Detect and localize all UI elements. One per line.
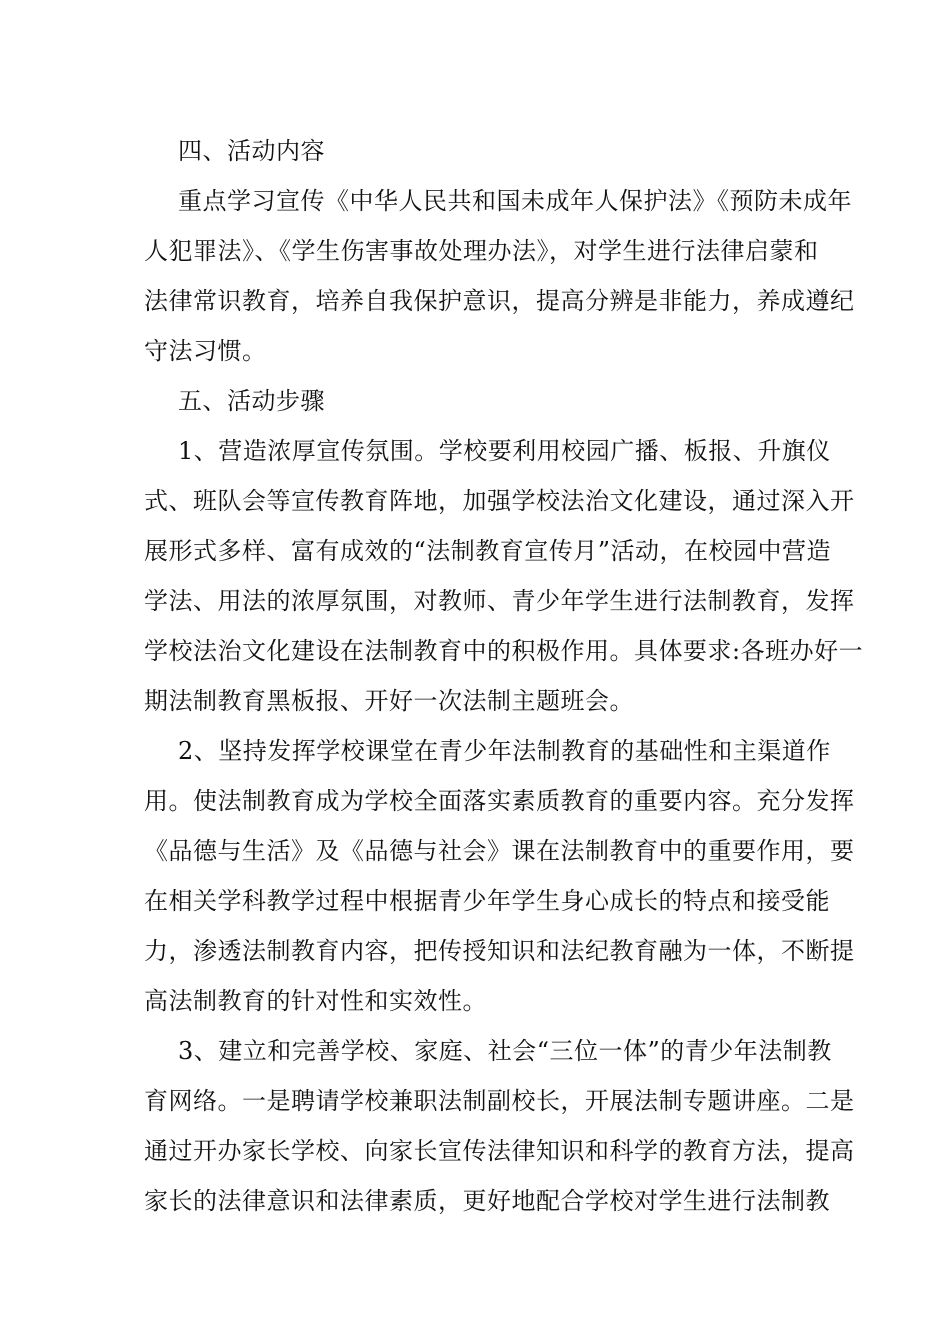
paragraph-line: 1、营造浓厚宣传氛围。学校要利用校园广播、板报、升旗仪 — [178, 437, 831, 465]
document-body — [144, 126, 864, 1226]
paragraph-line: 式、班队会等宣传教育阵地，加强学校法治文化建设，通过深入开 — [144, 487, 855, 515]
paragraph-line: 期法制教育黑板报、开好一次法制主题班会。 — [144, 687, 634, 715]
paragraph-line: 通过开办家长学校、向家长宣传法律知识和科学的教育方法，提高 — [144, 1137, 855, 1165]
paragraph-line: 学法、用法的浓厚氛围，对教师、青少年学生进行法制教育，发挥 — [144, 587, 855, 615]
paragraph-line: 用。使法制教育成为学校全面落实素质教育的重要内容。充分发挥 — [144, 787, 855, 815]
paragraph-line: 展形式多样、富有成效的“法制教育宣传月”活动，在校园中营造 — [144, 537, 832, 565]
paragraph-line: 育网络。一是聘请学校兼职法制副校长，开展法制专题讲座。二是 — [144, 1087, 855, 1115]
paragraph-line: 《品德与生活》及《品德与社会》课在法制教育中的重要作用，要 — [144, 837, 855, 865]
section-heading-activity-steps: 五、活动步骤 — [178, 387, 325, 415]
paragraph-line: 高法制教育的针对性和实效性。 — [144, 987, 487, 1015]
paragraph-line: 法律常识教育，培养自我保护意识，提高分辨是非能力，养成遵纪 — [144, 287, 855, 315]
paragraph-line: 守法习惯。 — [144, 337, 267, 365]
paragraph-line: 2、坚持发挥学校课堂在青少年法制教育的基础性和主渠道作 — [178, 737, 831, 765]
paragraph-line: 人犯罪法》、《学生伤害事故处理办法》，对学生进行法律启蒙和 — [144, 237, 819, 265]
section-heading-activity-content: 四、活动内容 — [178, 137, 325, 165]
paragraph-line: 学校法治文化建设在法制教育中的积极作用。具体要求:各班办好一 — [144, 637, 864, 665]
paragraph-line: 重点学习宣传《中华人民共和国未成年人保护法》《预防未成年 — [178, 187, 852, 215]
paragraph-line: 力，渗透法制教育内容，把传授知识和法纪教育融为一体，不断提 — [144, 937, 855, 965]
paragraph-line: 3、建立和完善学校、家庭、社会“三位一体”的青少年法制教 — [178, 1037, 832, 1065]
paragraph-line: 在相关学科教学过程中根据青少年学生身心成长的特点和接受能 — [144, 887, 830, 915]
paragraph-line: 家长的法律意识和法律素质，更好地配合学校对学生进行法制教 — [144, 1187, 830, 1215]
